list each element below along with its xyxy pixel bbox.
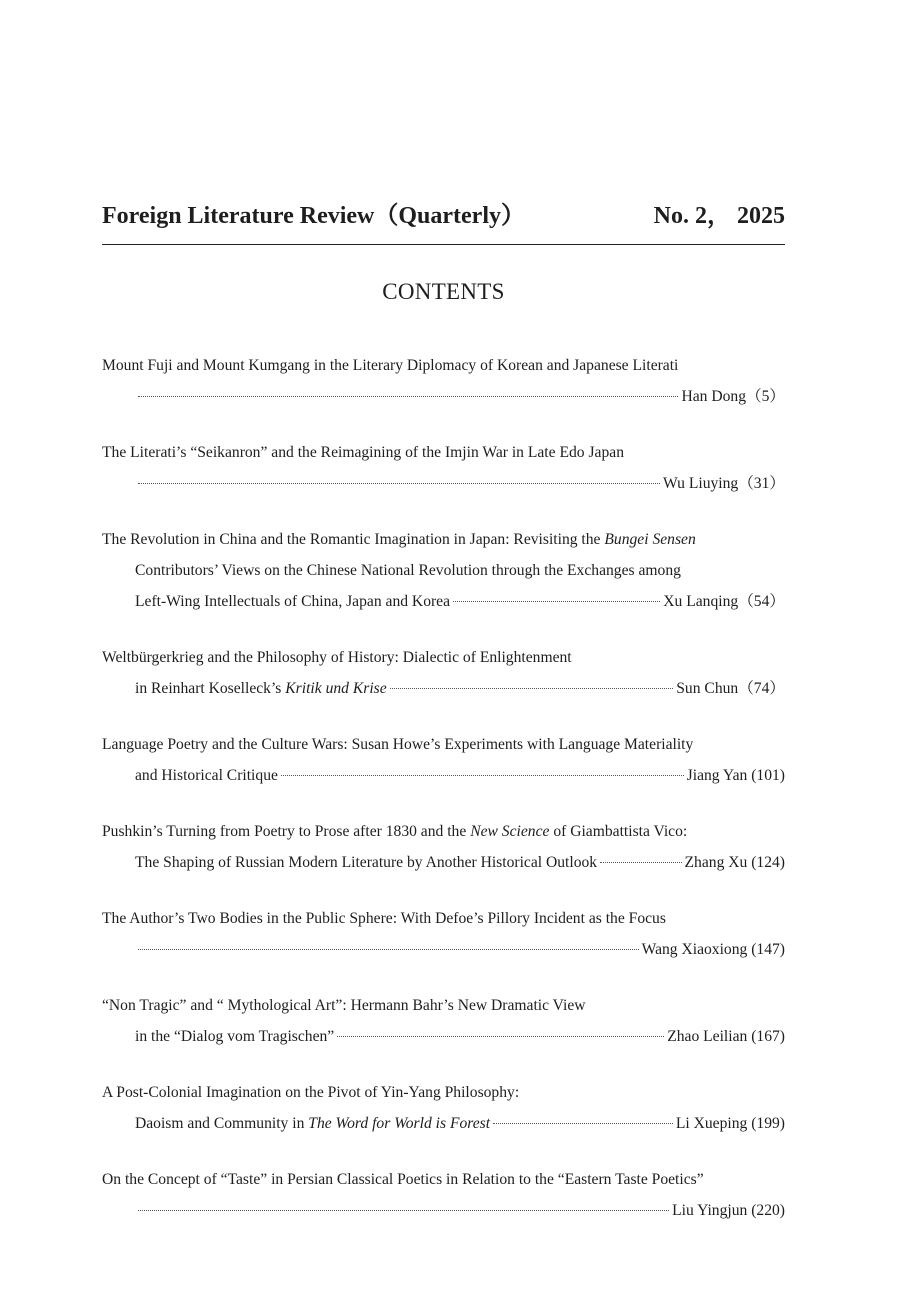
dot-leader	[138, 396, 678, 397]
entry-author-line	[102, 673, 785, 704]
title-text: Left-Wing Intellectuals of China, Japan and Korea	[135, 593, 451, 610]
entry-author-line	[102, 934, 785, 965]
toc-entry[interactable]	[102, 816, 785, 878]
entry-author-line	[102, 1195, 785, 1226]
title-text: and Historical Critique	[135, 767, 278, 784]
entry-author-line	[102, 1021, 785, 1052]
italic-title-text: The Word for World is Forest	[308, 1115, 491, 1132]
author-page-ref: Wang Xiaoxiong (147)	[641, 941, 785, 958]
toc-entry[interactable]	[102, 990, 785, 1052]
toc-entry[interactable]	[102, 729, 785, 791]
entry-title-line: The Literati’s “Seikanron” and the Reimagining of the Imjin War in Late Edo Japan	[102, 444, 624, 461]
entry-title-line	[102, 555, 785, 586]
author-page-ref: Sun Chun（74）	[676, 680, 785, 697]
toc-entry[interactable]	[102, 1077, 785, 1139]
dot-leader	[390, 688, 674, 689]
entry-title-line	[102, 524, 785, 555]
entry-author-line	[102, 847, 785, 878]
table-of-contents	[102, 350, 785, 1226]
author-page-ref: Zhang Xu (124)	[684, 854, 785, 871]
author-page-ref: Zhao Leilian (167)	[667, 1028, 785, 1045]
entry-title-line	[102, 816, 785, 847]
entry-author-line	[102, 760, 785, 791]
entry-title-line: The Author’s Two Bodies in the Public Sphere: With Defoe’s Pillory Incident as the Focus	[102, 910, 666, 927]
entry-title-line: Weltbürgerkrieg and the Philosophy of History: Dialectic of Enlightenment	[102, 649, 572, 666]
entry-title-continuation	[135, 1108, 490, 1139]
title-text: The Shaping of Russian Modern Literature by Another Historical Outlook	[135, 854, 598, 871]
dot-leader	[600, 862, 681, 863]
entry-title-line: Language Poetry and the Culture Wars: Susan Howe’s Experiments with Language Materiality	[102, 736, 694, 753]
entry-title-line: On the Concept of “Taste” in Persian Classical Poetics in Relation to the “Eastern Taste Poetics”	[102, 1171, 704, 1188]
entry-title-line: Mount Fuji and Mount Kumgang in the Literary Diplomacy of Korean and Japanese Literati	[102, 357, 679, 374]
entry-title-continuation	[135, 847, 597, 878]
contents-heading: CONTENTS	[382, 279, 505, 304]
dot-leader	[138, 483, 660, 484]
italic-title-text: Bungei Sensen	[604, 531, 696, 548]
toc-entry[interactable]	[102, 642, 785, 704]
entry-author-line	[102, 1108, 785, 1139]
journal-masthead	[102, 195, 785, 245]
dot-leader	[281, 775, 684, 776]
author-page-ref: Liu Yingjun (220)	[672, 1202, 785, 1219]
toc-entry[interactable]	[102, 524, 785, 617]
entry-title-continuation	[135, 586, 450, 617]
dot-leader	[138, 1210, 669, 1211]
title-text: of Giambattista Vico:	[549, 823, 688, 840]
toc-entry[interactable]	[102, 437, 785, 499]
author-page-ref: Han Dong（5）	[681, 388, 785, 405]
title-text: in the “Dialog vom Tragischen”	[135, 1028, 335, 1045]
entry-author-line	[102, 468, 785, 499]
author-page-ref: Li Xueping (199)	[675, 1115, 785, 1132]
issue-number: No. 2， 2025	[653, 203, 785, 229]
author-page-ref: Xu Lanqing（54）	[663, 593, 785, 610]
title-text: The Revolution in China and the Romantic Imagination in Japan: Revisiting the	[102, 531, 605, 548]
entry-title-continuation	[135, 1021, 334, 1052]
title-text: Pushkin’s Turning from Poetry to Prose after 1830 and the	[102, 823, 471, 840]
italic-title-text: Kritik und Krise	[285, 680, 387, 697]
toc-entry[interactable]	[102, 350, 785, 412]
dot-leader	[337, 1036, 664, 1037]
contents-page	[102, 195, 785, 1251]
entry-title-line: A Post-Colonial Imagination on the Pivot of Yin-Yang Philosophy:	[102, 1084, 520, 1101]
author-page-ref: Jiang Yan (101)	[686, 767, 785, 784]
toc-entry[interactable]	[102, 903, 785, 965]
title-text: Contributors’ Views on the Chinese National Revolution through the Exchanges among	[135, 562, 681, 579]
dot-leader	[493, 1123, 673, 1124]
entry-title-continuation	[135, 673, 387, 704]
journal-title: Foreign Literature Review（Quarterly）	[102, 203, 525, 229]
toc-entry[interactable]	[102, 1164, 785, 1226]
title-text: Daoism and Community in	[135, 1115, 309, 1132]
entry-author-line	[102, 586, 785, 617]
dot-leader	[138, 949, 639, 950]
dot-leader	[453, 601, 660, 602]
author-page-ref: Wu Liuying（31）	[663, 475, 785, 492]
italic-title-text: New Science	[470, 823, 550, 840]
entry-author-line	[102, 381, 785, 412]
entry-title-line: “Non Tragic” and “ Mythological Art”: Hermann Bahr’s New Dramatic View	[102, 997, 586, 1014]
entry-title-continuation	[135, 760, 278, 791]
title-text: in Reinhart Koselleck’s	[135, 680, 286, 697]
